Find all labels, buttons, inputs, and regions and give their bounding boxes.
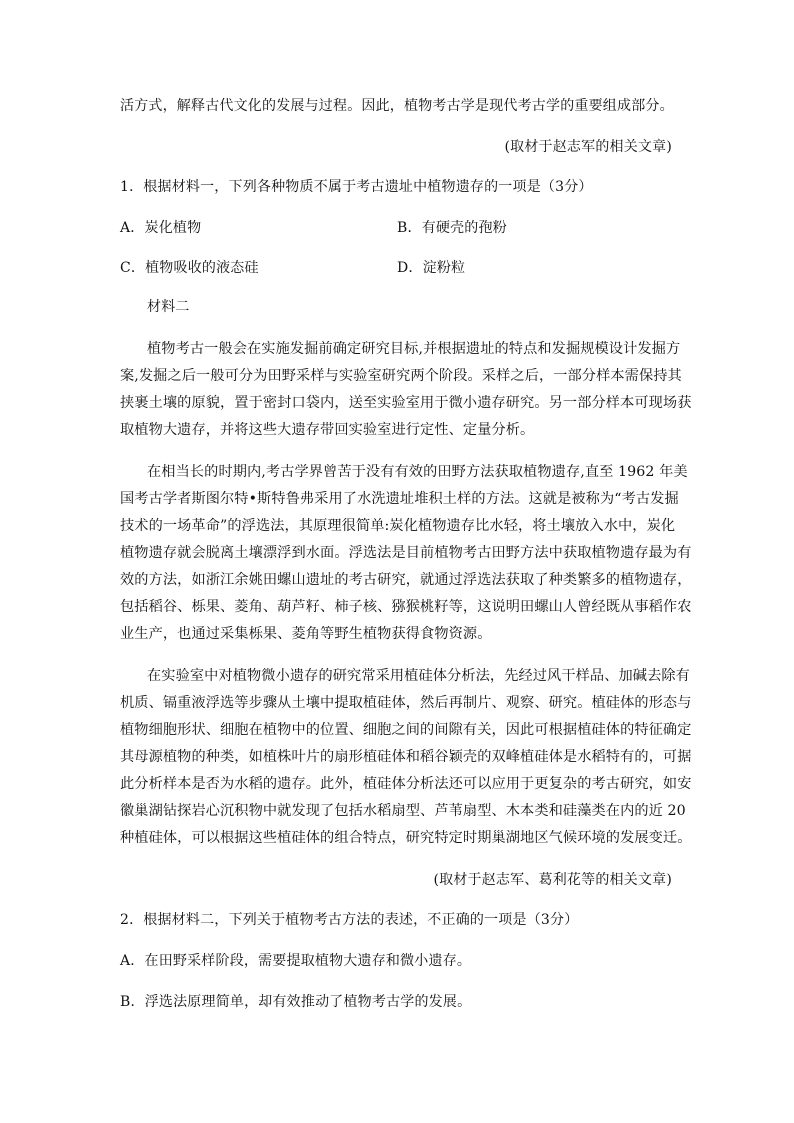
paragraph-3-line: 机质、镉重液浮选等步骤从土壤中提取植硅体，然后再制片、观察、研究。植硅体的形态与 [120,695,692,711]
paragraph-2-line: 植物遗存就会脱离土壤漂浮到水面。浮选法是目前植物考古田野方法中获取植物遗存最为有 [120,545,692,561]
question-1-option-d: D．淀粉粒 [397,260,466,276]
paragraph-2-line: 效的方法，如浙江余姚田螺山遗址的考古研究，就通过浮选法获取了种类繁多的植物遗存， [120,572,692,588]
paragraph-2-line: 技术的一场革命”的浮选法，其原理很简单:炭化植物遗存比水轻，将土壤放入水中，炭化 [120,518,676,534]
paragraph-3-line: 植物细胞形状、细胞在植物中的位置、细胞之间的间隙有关，因此可根据植硅体的特征确定 [120,722,692,738]
paragraph-2-line: 包括稻谷、栎果、菱角、葫芦籽、柿子核、猕猴桃籽等，这说明田螺山人曾经既从事稻作农 [120,599,692,615]
source-citation-2: (取材于赵志军、葛利花等的相关文章) [433,872,672,888]
continuation-line: 活方式，解释古代文化的发展与过程。因此，植物考古学是现代考古学的重要组成部分。 [120,98,674,114]
paragraph-1-line: 植物考古一般会在实施发掘前确定研究目标,并根据遗址的特点和发掘规模设计发掘方 [147,341,681,357]
question-2-option-a: A．在田野采样阶段，需要提取植物大遗存和微小遗存。 [120,953,472,969]
paragraph-3-line: 此分析样本是否为水稻的遗存。此外，植硅体分析法还可以应用于更复杂的考古研究，如安 [120,776,692,792]
question-2-option-b: B．浮选法原理简单，却有效推动了植物考古学的发展。 [120,994,472,1010]
question-2-stem: 2．根据材料二，下列关于植物考古方法的表述，不正确的一项是（3分） [120,912,579,928]
paragraph-3-line: 种植硅体，可以根据这些植硅体的组合特点，研究特定时期巢湖地区气候环境的发展变迁。 [120,830,692,846]
question-1-option-a: A．炭化植物 [120,220,202,236]
question-1-option-c: C．植物吸收的液态硅 [120,260,259,276]
question-1-option-b: B．有硬壳的孢粉 [397,220,507,236]
question-1-stem: 1．根据材料一，下列各种物质不属于考古遗址中植物遗存的一项是（3分） [120,179,593,195]
source-citation-1: (取材于赵志军的相关文章) [504,139,672,155]
paragraph-1-line: 挟裹土壤的原貌，置于密封口袋内，送至实验室用于微小遗存研究。另一部分样本可现场获 [120,395,692,411]
paragraph-3-line: 徽巢湖钻探岩心沉积物中就发现了包括水稻扇型、芦苇扇型、木本类和硅藻类在内的近 20 [120,803,686,819]
paragraph-2-line: 在相当长的时期内,考古学界曾苦于没有有效的田野方法获取植物遗存,直至 1962 年美 [147,464,688,480]
paragraph-1-line: 案,发掘之后一般可分为田野采样与实验室研究两个阶段。采样之后，一部分样本需保持其 [120,368,682,384]
paragraph-2-line: 业生产，也通过采集栎果、菱角等野生植物获得食物资源。 [120,626,492,642]
paragraph-1-line: 取植物大遗存，并将这些大遗存带回实验室进行定性、定量分析。 [120,422,535,438]
paragraph-3-line: 其母源植物的种类，如植株叶片的扇形植硅体和稻谷颖壳的双峰植硅体是水稻特有的，可据 [120,749,692,765]
paragraph-3-line: 在实验室中对植物微小遗存的研究常采用植硅体分析法，先经过风干样品、加碱去除有 [147,668,690,684]
paragraph-2-line: 国考古学者斯图尔特•斯特鲁弗采用了水洗遗址堆积土样的方法。这就是被称为“考古发掘 [120,491,679,507]
material-2-heading: 材料二 [147,299,190,315]
